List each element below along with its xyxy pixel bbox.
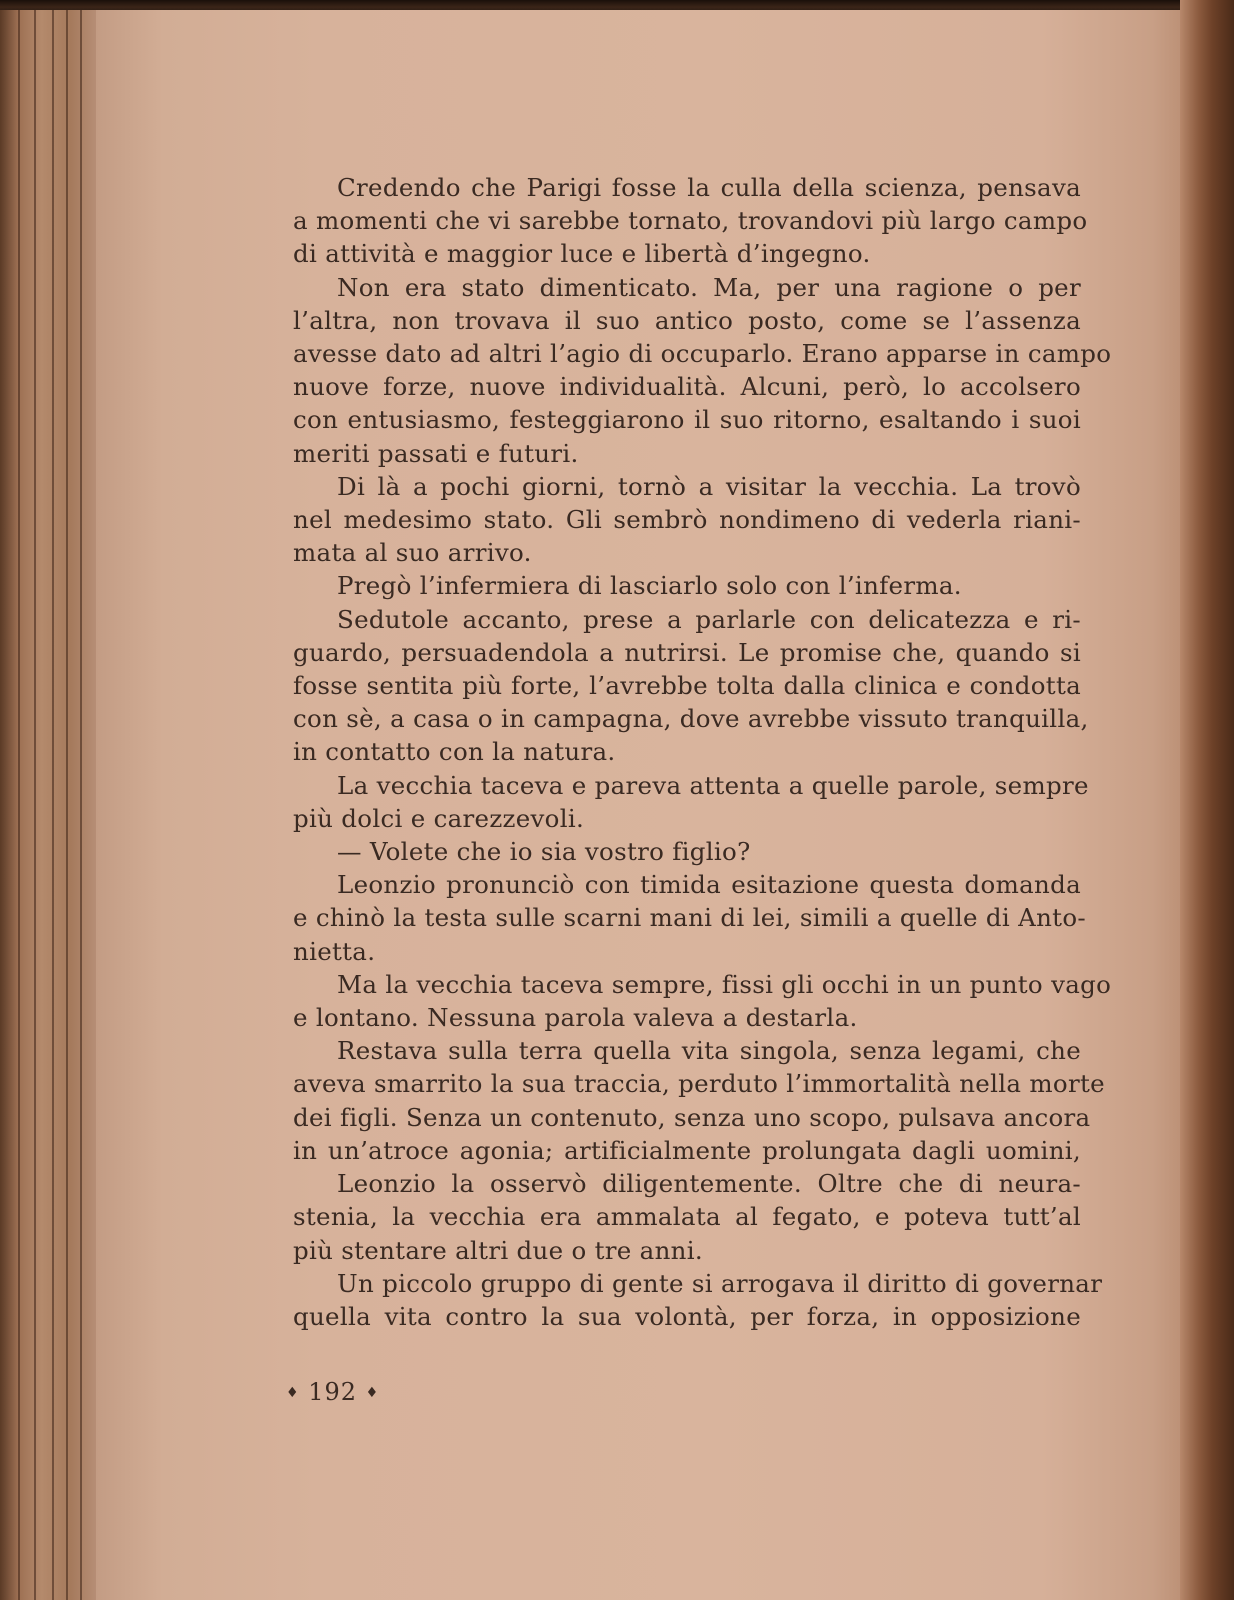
- text-line: La vecchia taceva e pareva attenta a quelle parole, sempre: [337, 770, 1089, 800]
- text-line: più stentare altri due o tre anni.: [293, 1235, 703, 1265]
- text-line: nel medesimo stato. Gli sembrò nondimeno di vederla riani-: [293, 505, 1081, 535]
- body-text: [293, 171, 1112, 1333]
- text-line: con sè, a casa o in campagna, dove avrebbe vissuto tranquilla,: [293, 704, 1089, 734]
- text-line: in contatto con la natura.: [293, 737, 616, 767]
- text-line: Pregò l’infermiera di lasciarlo solo con l’inferma.: [337, 571, 962, 601]
- text-line: Credendo che Parigi fosse la culla della scienza, pensava: [337, 173, 1081, 202]
- text-line: quella vita contro la sua volontà, per forza, in opposizione: [293, 1301, 1081, 1331]
- text-line: a momenti che vi sarebbe tornato, trovandovi più largo campo: [293, 206, 1088, 236]
- text-line: Non era stato dimenticato. Ma, per una ragione o per: [337, 272, 1081, 302]
- text-line: Leonzio pronunciò con timida esitazione questa domanda: [337, 870, 1081, 900]
- text-line: in un’atroce agonia; artificialmente prolungata dagli uomini,: [293, 1135, 1081, 1165]
- text-line: Leonzio la osservò diligentemente. Oltre che di neura-: [337, 1169, 1081, 1199]
- page-number-value: 192: [308, 1378, 358, 1406]
- text-line: Un piccolo gruppo di gente si arrogava il diritto di governar: [337, 1268, 1103, 1298]
- text-line: meriti passati e futuri.: [293, 438, 579, 468]
- text-line: di attività e maggior luce e libertà d’ingegno.: [293, 239, 871, 269]
- text-line: fosse sentita più forte, l’avrebbe tolta dalla clinica e condotta: [293, 671, 1081, 701]
- page-number: [286, 1378, 379, 1406]
- folio-right-ornament: ♦: [365, 1385, 380, 1401]
- text-line: aveva smarrito la sua traccia, perduto l’immortalità nella morte: [293, 1069, 1105, 1099]
- text-line: l’altra, non trovava il suo antico posto, come se l’assenza: [293, 305, 1081, 335]
- text-line: — Volete che io sia vostro figlio?: [337, 837, 751, 867]
- text-line: Di là a pochi giorni, tornò a visitar la vecchia. La trovò: [337, 471, 1081, 501]
- text-line: e lontano. Nessuna parola valeva a destarla.: [293, 1003, 858, 1033]
- text-line: nietta.: [293, 936, 376, 966]
- text-line: con entusiasmo, festeggiarono il suo ritorno, esaltando i suoi: [293, 405, 1081, 435]
- folio-left-ornament: ♦: [286, 1385, 300, 1401]
- text-line: guardo, persuadendola a nutrirsi. Le promise che, quando si: [293, 637, 1081, 667]
- text-line: stenia, la vecchia era ammalata al fegato, e poteva tutt’al: [293, 1202, 1081, 1232]
- text-line: dei figli. Senza un contenuto, senza uno scopo, pulsava ancora: [293, 1102, 1091, 1132]
- text-line: avesse dato ad altri l’agio di occuparlo. Erano apparse in campo: [293, 339, 1112, 369]
- text-line: e chinò la testa sulle scarni mani di lei, simili a quelle di Anto-: [293, 903, 1086, 933]
- right-page-edge: [1180, 0, 1234, 1600]
- text-line: Sedutole accanto, prese a parlarle con delicatezza e ri-: [337, 604, 1081, 634]
- text-line: nuove forze, nuove individualità. Alcuni, però, lo accolsero: [293, 372, 1081, 402]
- text-line: mata al suo arrivo.: [293, 538, 532, 568]
- text-line: più dolci e carezzevoli.: [293, 803, 585, 833]
- text-line: Ma la vecchia taceva sempre, fissi gli occhi in un punto vago: [337, 969, 1112, 999]
- text-line: Restava sulla terra quella vita singola, senza legami, che: [337, 1036, 1081, 1066]
